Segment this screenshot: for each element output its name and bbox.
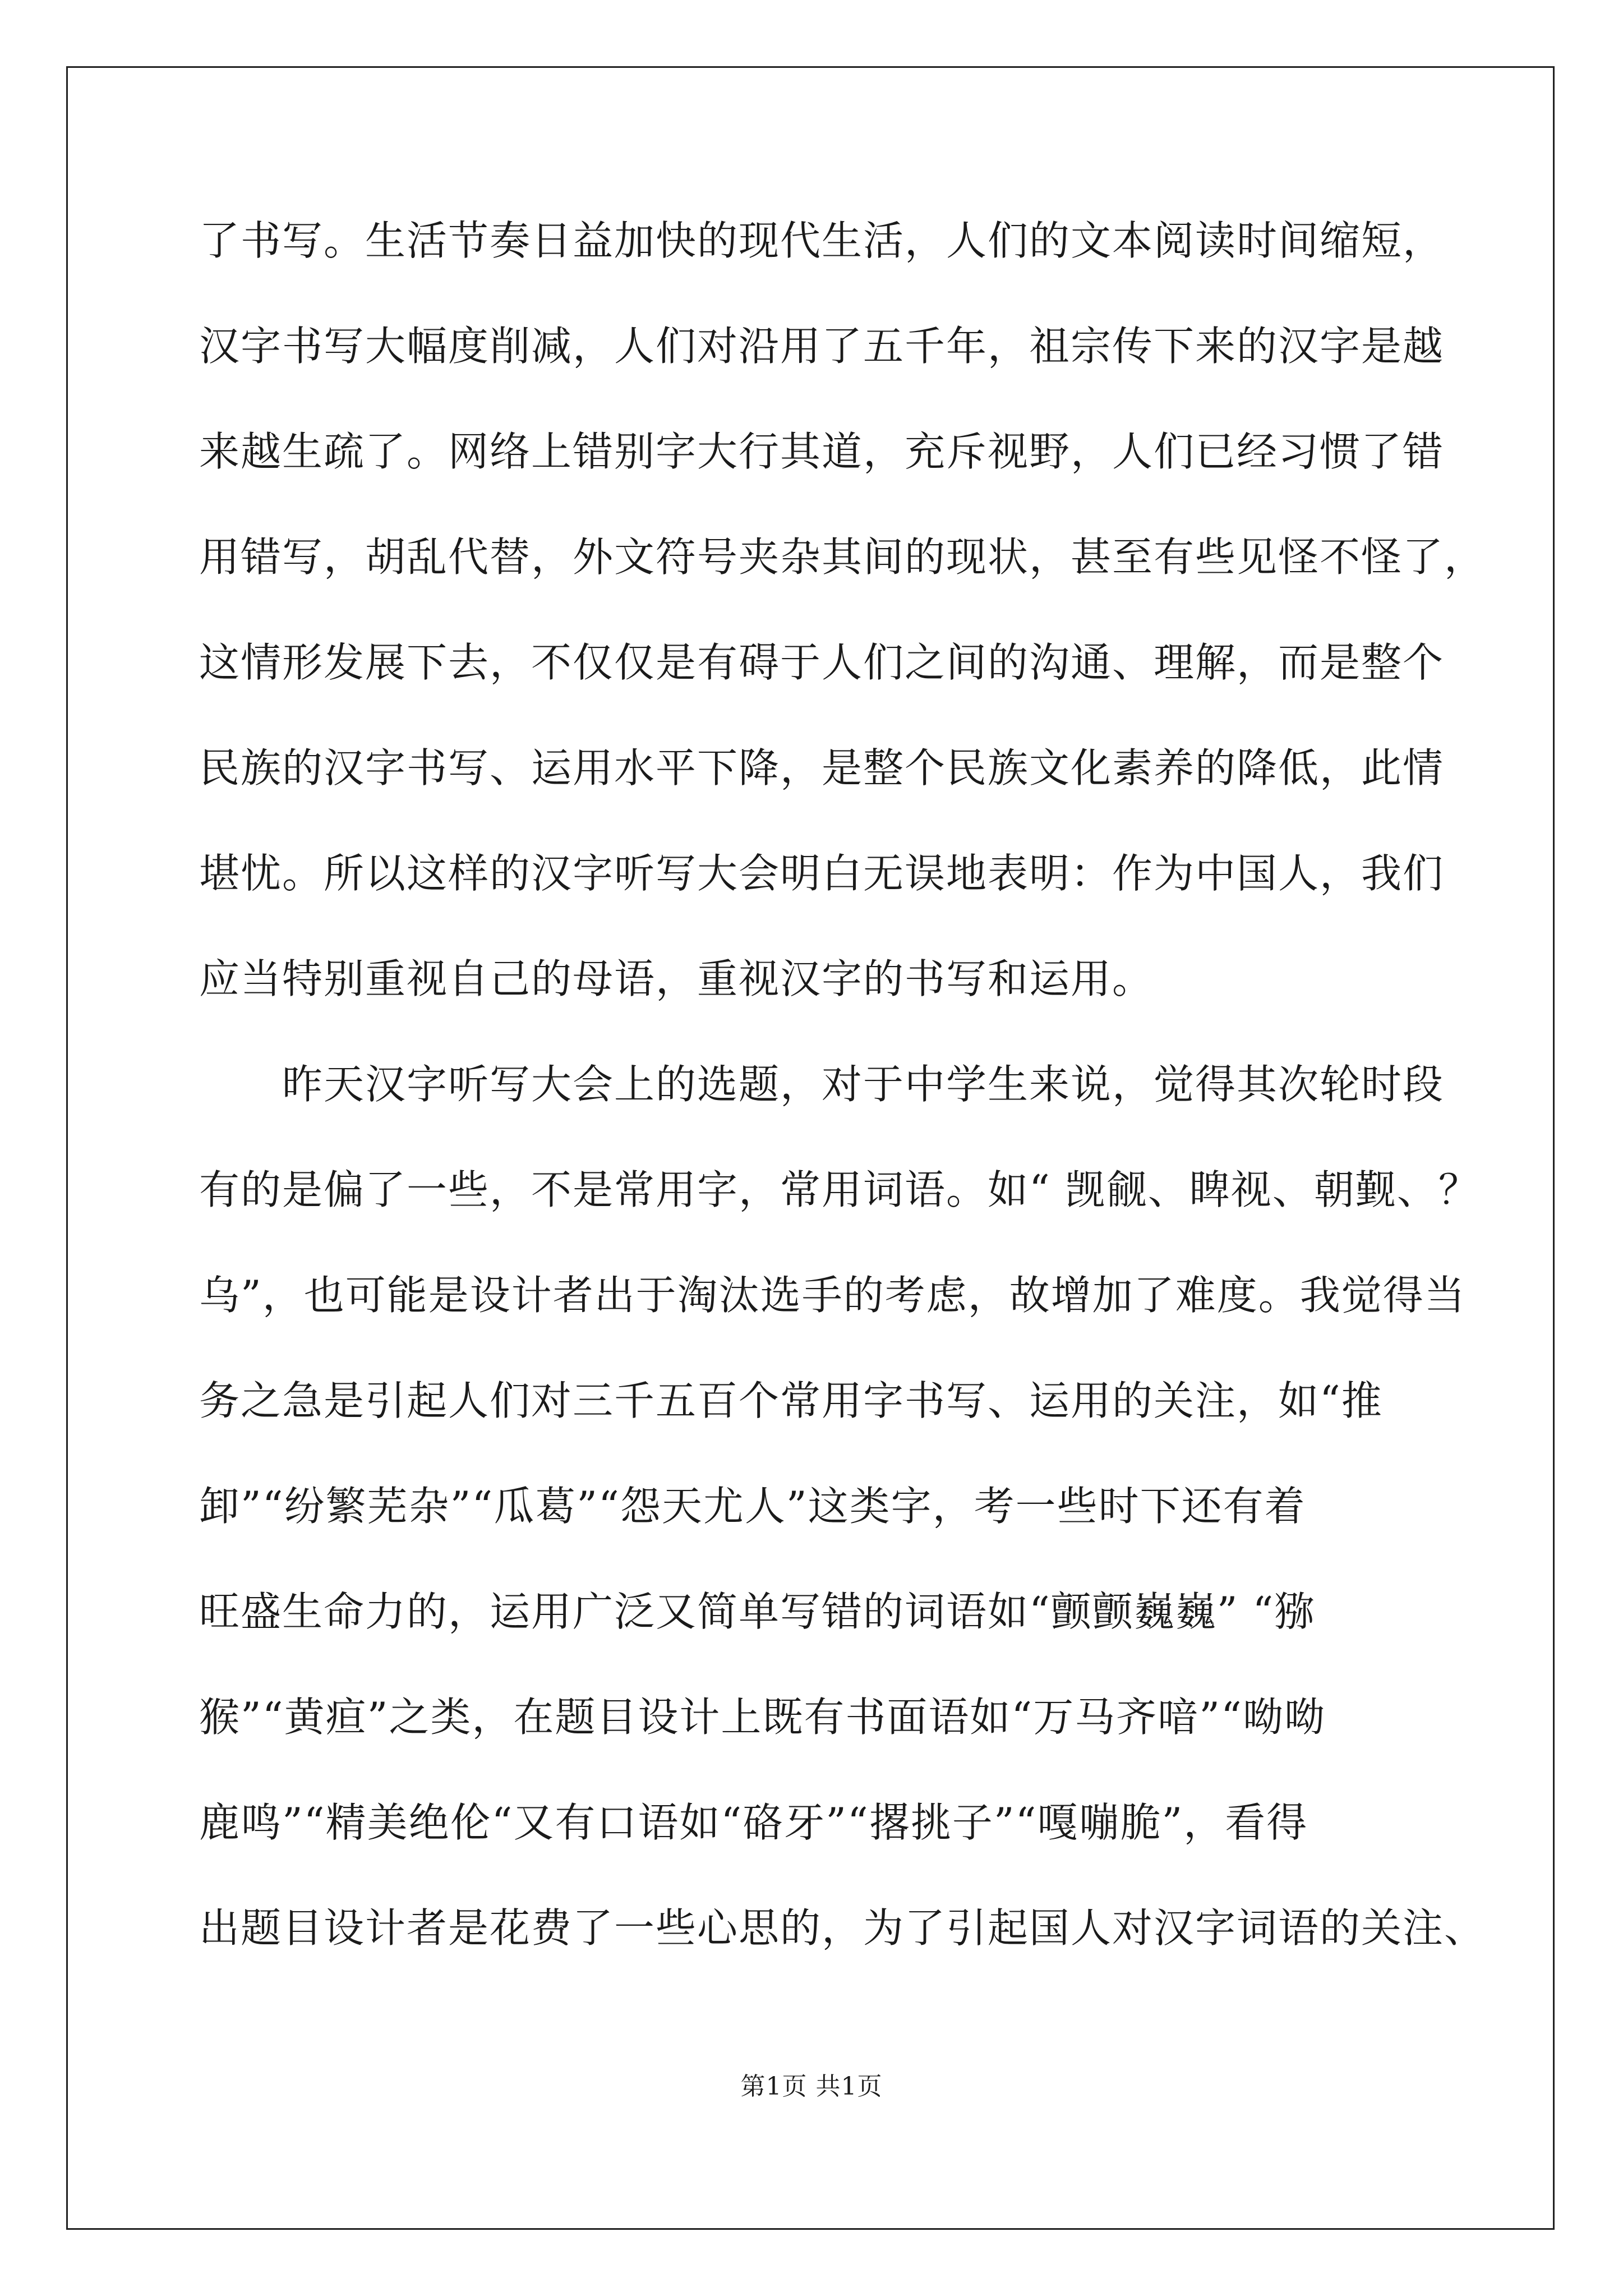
- text-line: 猴”“黄疸”之类，在题目设计上既有书面语如“万马齐喑”“呦呦: [199, 1694, 1326, 1741]
- text-line: 了书写。生活节奏日益加快的现代生活，人们的文本阅读时间缩短，: [199, 217, 1445, 264]
- text-line: 民族的汉字书写、运用水平下降，是整个民族文化素养的降低，此情: [199, 744, 1445, 792]
- text-line: 来越生疏了。网络上错别字大行其道，充斥视野，人们已经习惯了错: [199, 428, 1445, 475]
- text-line: 卸”“纷繁芜杂”“瓜葛”“怨天尤人”这类字，考一些时下还有着: [199, 1483, 1306, 1530]
- paragraph-start-line: 昨天汉字听写大会上的选题，对于中学生来说，觉得其次轮时段: [282, 1061, 1445, 1108]
- text-line: 堪忧。所以这样的汉字听写大会明白无误地表明：作为中国人，我们: [199, 850, 1445, 897]
- text-line: 有的是偏了一些，不是常用字，常用词语。如“ 觊觎、睥视、朝觐、？: [199, 1166, 1480, 1213]
- page-footer: 第1页 共1页: [740, 2072, 883, 2101]
- text-line: 出题目设计者是花费了一些心思的，为了引起国人对汉字词语的关注、: [199, 1904, 1486, 1952]
- document-body: [199, 188, 1486, 1981]
- text-line: 乌”，也可能是设计者出于淘汰选手的考虑，故增加了难度。我觉得当: [199, 1272, 1466, 1319]
- text-line: 旺盛生命力的，运用广泛又简单写错的词语如“颤颤巍巍” “猕: [199, 1588, 1316, 1635]
- text-line: 这情形发展下去，不仅仅是有碍于人们之间的沟通、理解，而是整个: [199, 639, 1445, 686]
- text-line: 用错写，胡乱代替，外文符号夹杂其间的现状，甚至有些见怪不怪了，: [199, 533, 1486, 581]
- text-line: 汉字书写大幅度削减，人们对沿用了五千年，祖宗传下来的汉字是越: [199, 323, 1445, 370]
- text-line: 鹿鸣”“精美绝伦“又有口语如“硌牙”“撂挑子”“嘎嘣脆”，看得: [199, 1799, 1308, 1846]
- text-line: 务之急是引起人们对三千五百个常用字书写、运用的关注，如“推: [199, 1377, 1383, 1424]
- text-line: 应当特别重视自己的母语，重视汉字的书写和运用。: [199, 955, 1154, 1002]
